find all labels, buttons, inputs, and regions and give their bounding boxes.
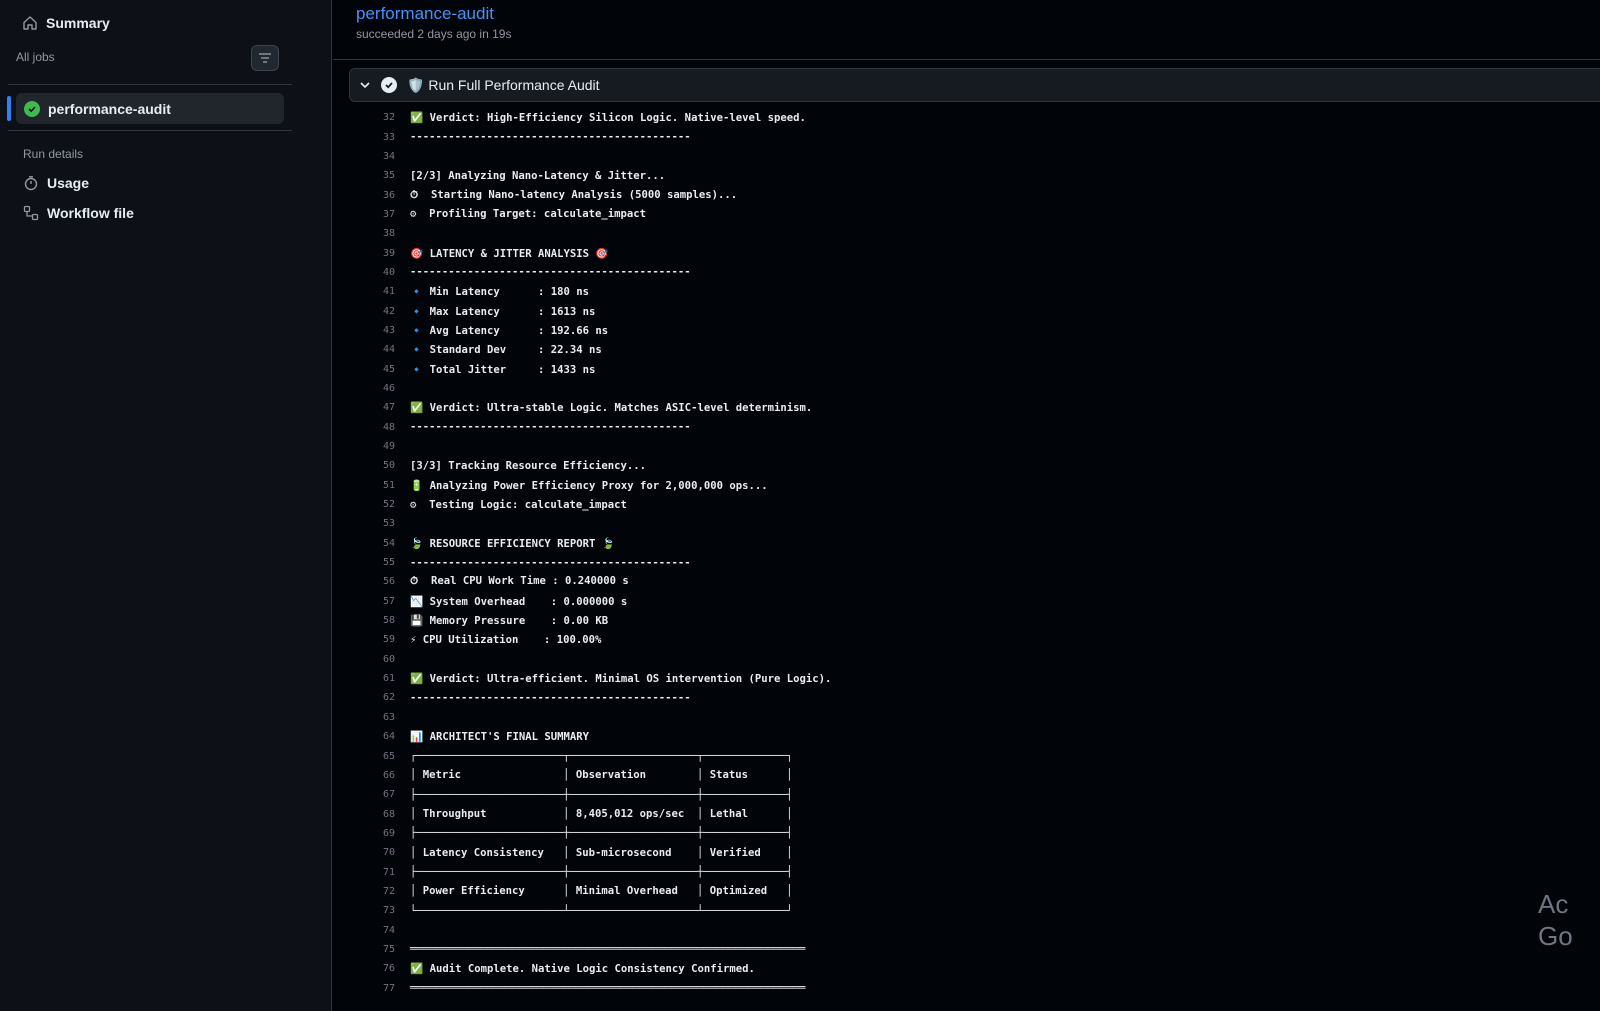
log-line [349,437,1499,456]
line-number[interactable]: 69 [382,827,395,839]
workflow-icon [23,205,39,221]
log-text: ├───────────────────────┼────────────────────┼─────────────┤ [410,827,793,840]
log-line [349,959,1499,978]
line-number[interactable]: 46 [382,382,395,394]
log-line [349,359,1499,378]
log-text: -------------------------------------------- [410,691,691,704]
active-indicator [7,96,11,121]
log-text: ✅ Audit Complete. Native Logic Consistency Confirmed. [410,963,755,976]
log-line [349,766,1499,785]
log-line [349,978,1499,997]
log-line [349,243,1499,262]
log-line [349,224,1499,243]
all-jobs-label: All jobs [16,50,55,64]
log-line [349,147,1499,166]
log-text: 🍃 RESOURCE EFFICIENCY REPORT 🍃 [410,537,615,550]
line-number[interactable]: 77 [382,982,395,994]
filter-icon [258,52,272,64]
log-text: ┌───────────────────────┬────────────────────┬─────────────┐ [410,750,793,763]
log-text: 🔹 Max Latency : 1613 ns [410,305,596,318]
line-number[interactable]: 54 [382,537,395,549]
log-line [349,263,1499,282]
job-label: performance-audit [48,100,171,117]
log-text: │ Metric │ Observation │ Status │ [410,769,793,782]
line-number[interactable]: 44 [382,344,395,356]
divider [8,130,292,131]
line-number[interactable]: 73 [382,905,395,917]
log-line [349,185,1499,204]
log-line [349,534,1499,553]
stopwatch-icon [23,175,39,191]
log-line [349,495,1499,514]
line-number[interactable]: 42 [382,305,395,317]
log-line [349,456,1499,475]
log-line [349,843,1499,862]
log-line [349,476,1499,495]
line-number[interactable]: 47 [382,402,395,414]
log-text: ══════════════════════════════════════════════════════════════ [410,982,806,995]
log-text: ├───────────────────────┼────────────────────┼─────────────┤ [410,788,793,801]
job-item-performance-audit[interactable] [16,93,284,124]
line-number[interactable]: 68 [382,808,395,820]
line-number[interactable]: 64 [382,731,395,743]
log-text: ✅ Verdict: Ultra-efficient. Minimal OS intervention (Pure Logic). [410,673,832,686]
log-text: [2/3] Analyzing Nano-Latency & Jitter... [410,169,666,182]
log-line [349,824,1499,843]
log-line [349,688,1499,707]
log-line [349,282,1499,301]
watermark-line-2: Go [1538,921,1573,951]
log-line [349,108,1499,127]
log-line [349,940,1499,959]
log-line [349,727,1499,746]
log-text: 💾 Memory Pressure : 0.00 KB [410,615,609,628]
log-text: │ Power Efficiency │ Minimal Overhead │ Optimized │ [410,885,793,898]
log-line [349,379,1499,398]
watermark-line-1: Ac [1538,889,1569,919]
log-line [349,301,1499,320]
log-line [349,746,1499,765]
workflow-file-label: Workflow file [47,205,134,221]
line-number[interactable]: 60 [382,653,395,665]
step-header[interactable] [349,68,1600,102]
log-line [349,418,1499,437]
log-text: -------------------------------------------- [410,556,691,569]
line-number[interactable]: 33 [382,131,395,143]
line-number[interactable]: 45 [382,363,395,375]
workflow-file-link[interactable] [23,203,134,223]
log-text: [3/3] Tracking Resource Efficiency... [410,459,646,472]
log-line [349,862,1499,881]
log-line [349,920,1499,939]
log-text: 📉 System Overhead : 0.000000 s [410,595,628,608]
home-icon [22,15,38,31]
log-line [349,882,1499,901]
log-text: 🔹 Avg Latency : 192.66 ns [410,324,609,337]
line-number[interactable]: 71 [382,866,395,878]
log-line [349,901,1499,920]
job-header [333,0,1600,60]
line-number[interactable]: 48 [382,421,395,433]
line-number[interactable]: 53 [382,518,395,530]
log-text: 🔹 Min Latency : 180 ns [410,286,590,299]
line-number[interactable]: 38 [382,228,395,240]
line-number[interactable]: 61 [382,673,395,685]
log-text: └───────────────────────┴────────────────────┴─────────────┘ [410,904,793,917]
log-text: -------------------------------------------- [410,421,691,434]
summary-link[interactable] [22,12,110,34]
log-line [349,127,1499,146]
line-number[interactable]: 57 [382,595,395,607]
log-text: ⏱ Starting Nano-latency Analysis (5000 samples)... [410,188,738,201]
log-text: │ Latency Consistency │ Sub-microsecond │ Verified │ [410,846,793,859]
log-line [349,804,1499,823]
line-number[interactable]: 55 [382,557,395,569]
line-number[interactable]: 37 [382,208,395,220]
line-number[interactable]: 63 [382,711,395,723]
log-line [349,611,1499,630]
line-number[interactable]: 74 [382,924,395,936]
summary-label: Summary [46,15,110,31]
line-number[interactable]: 56 [382,576,395,588]
line-number[interactable]: 39 [382,247,395,259]
chevron-down-icon[interactable] [359,79,371,91]
log-line [349,669,1499,688]
log-text: 🔋 Analyzing Power Efficiency Proxy for 2,000,000 ops... [410,479,768,492]
line-number[interactable]: 58 [382,615,395,627]
log-line [349,630,1499,649]
activation-watermark [1538,888,1573,952]
divider [8,84,292,85]
run-details-label: Run details [23,147,84,161]
log-line [349,205,1499,224]
line-number[interactable]: 67 [382,789,395,801]
line-number[interactable]: 32 [382,112,395,124]
log-line [349,650,1499,669]
filter-button[interactable] [251,45,279,71]
log-text: -------------------------------------------- [410,266,691,279]
log-line [349,572,1499,591]
line-number[interactable]: 62 [382,692,395,704]
log-line [349,340,1499,359]
log-line [349,321,1499,340]
log-text: 🎯 LATENCY & JITTER ANALYSIS 🎯 [410,247,609,260]
line-number[interactable]: 36 [382,189,395,201]
line-number[interactable]: 35 [382,170,395,182]
line-number[interactable]: 66 [382,769,395,781]
line-number[interactable]: 75 [382,943,395,955]
log-output [349,108,1499,998]
success-check-icon [24,101,40,117]
log-line [349,398,1499,417]
job-status-text: succeeded 2 days ago in 19s [356,27,512,41]
log-line [349,166,1499,185]
log-text: 🔹 Total Jitter : 1433 ns [410,363,596,376]
line-number[interactable]: 40 [382,266,395,278]
log-line [349,592,1499,611]
line-number[interactable]: 50 [382,460,395,472]
log-text: 🔹 Standard Dev : 22.34 ns [410,344,602,357]
line-number[interactable]: 59 [382,634,395,646]
log-line [349,553,1499,572]
line-number[interactable]: 34 [382,150,395,162]
usage-label: Usage [47,175,90,191]
log-text: ⏱ Real CPU Work Time : 0.240000 s [410,575,629,588]
line-number[interactable]: 70 [382,847,395,859]
log-text: ✅ Verdict: High-Efficiency Silicon Logic. Native-level speed. [410,112,806,125]
log-text: ⚙ Profiling Target: calculate_impact [410,208,646,221]
log-text: ├───────────────────────┼────────────────────┼─────────────┤ [410,866,793,879]
step-title: 🛡️ Run Full Performance Audit [407,76,600,93]
log-line [349,785,1499,804]
log-text: ⚙ Testing Logic: calculate_impact [410,498,627,511]
line-number[interactable]: 51 [382,479,395,491]
log-text: ✅ Verdict: Ultra-stable Logic. Matches ASIC-level determinism. [410,402,813,415]
line-number[interactable]: 41 [382,286,395,298]
step-success-icon [381,77,397,93]
sidebar [0,0,332,1011]
line-number[interactable]: 52 [382,499,395,511]
log-text: │ Throughput │ 8,405,012 ops/sec │ Lethal │ [410,808,793,821]
log-line [349,708,1499,727]
log-text: ══════════════════════════════════════════════════════════════ [410,943,806,956]
line-number[interactable]: 43 [382,324,395,336]
log-text: ⚡ CPU Utilization : 100.00% [410,633,602,646]
line-number[interactable]: 72 [382,885,395,897]
log-text: -------------------------------------------- [410,131,691,144]
log-line [349,514,1499,533]
job-title-link[interactable]: performance-audit [356,4,494,23]
line-number[interactable]: 65 [382,750,395,762]
usage-link[interactable] [23,173,89,193]
line-number[interactable]: 49 [382,441,395,453]
line-number[interactable]: 76 [382,963,395,975]
log-text: 📊 ARCHITECT'S FINAL SUMMARY [410,731,590,744]
